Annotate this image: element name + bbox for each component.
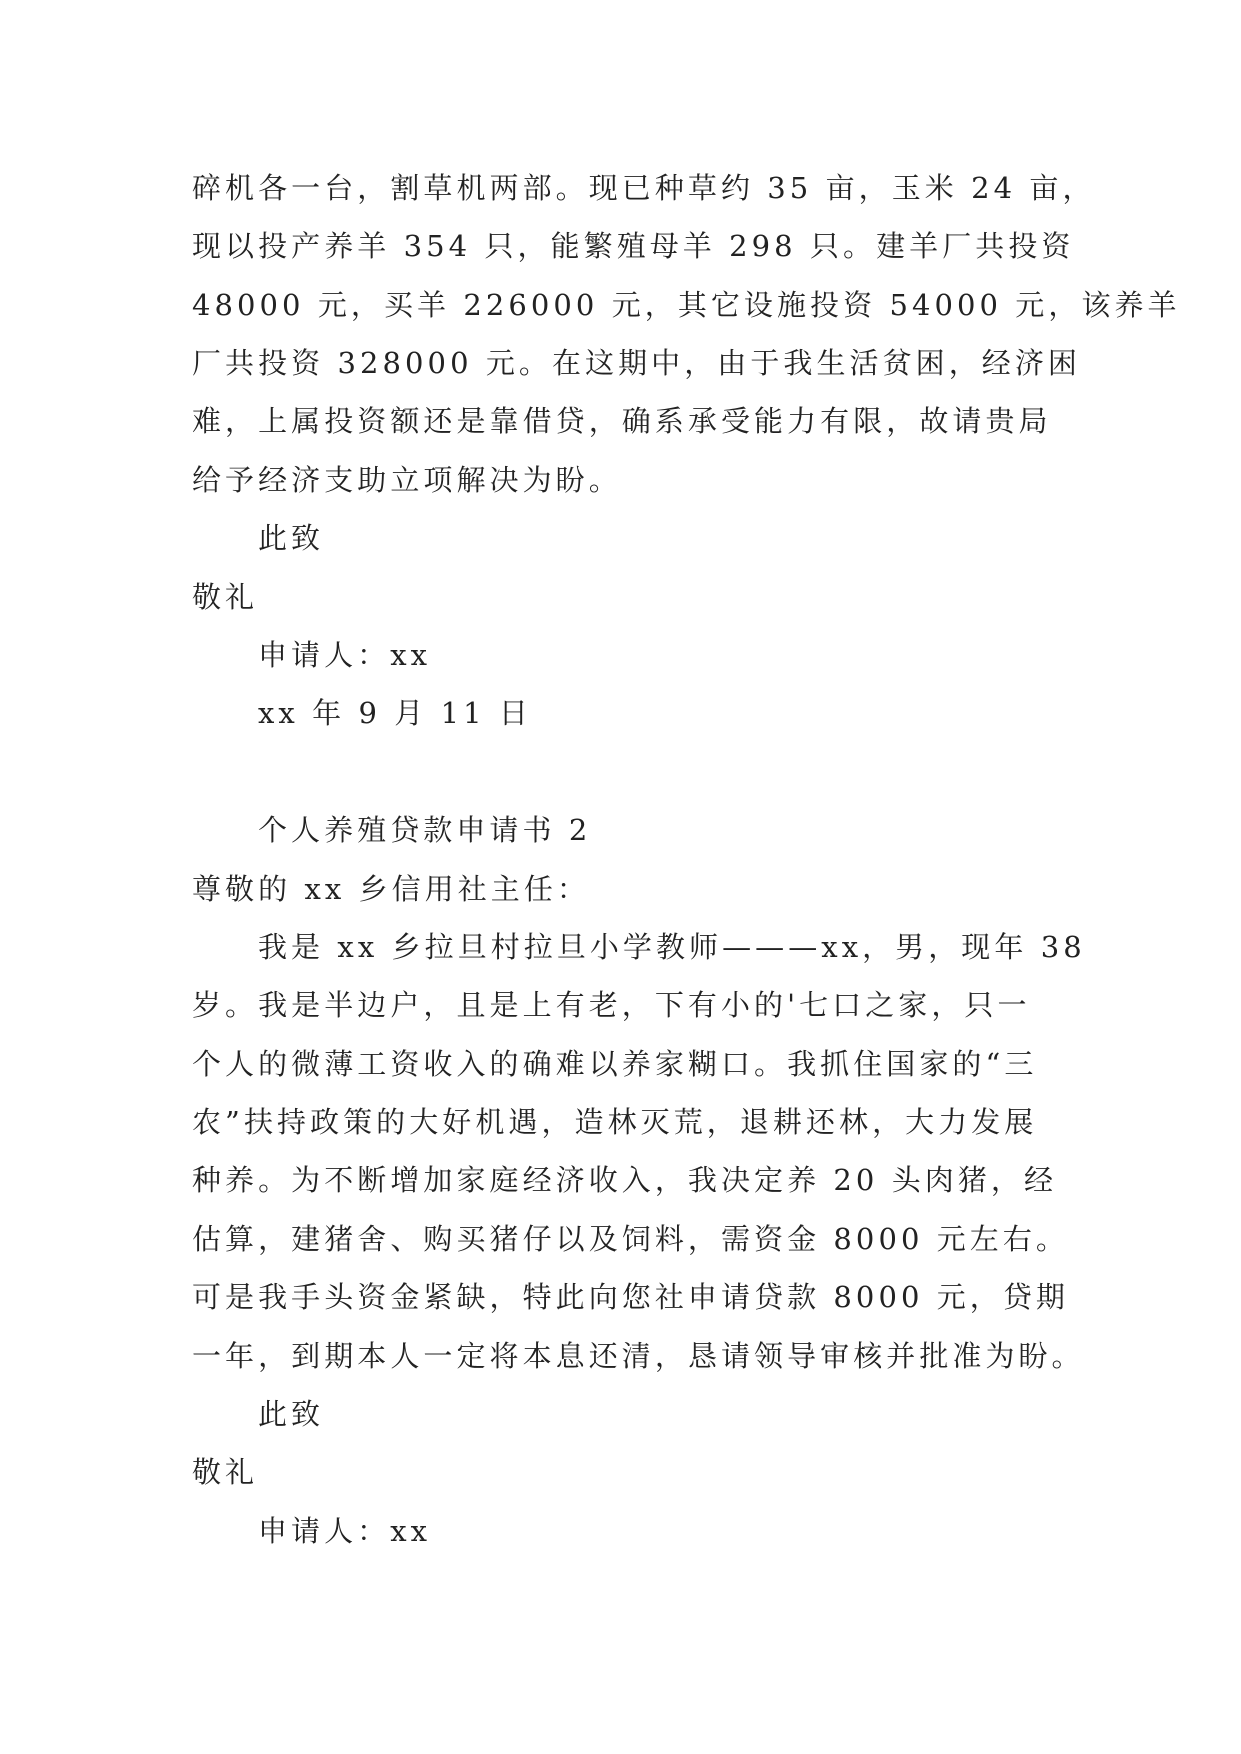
closing-salutation: 此致	[258, 521, 325, 555]
applicant-signature: 申请人：xx	[258, 638, 432, 672]
paragraph-line: 农”扶持政策的大好机遇，造林灭荒，退耕还林，大力发展	[192, 1105, 1038, 1139]
salutation: 尊敬的 xx 乡信用社主任：	[192, 872, 590, 906]
paragraph-line: 碎机各一台，割草机两部。现已种草约 35 亩，玉米 24 亩，	[192, 171, 1096, 205]
closing-regards: 敬礼	[192, 1455, 259, 1489]
closing-regards: 敬礼	[192, 580, 259, 614]
paragraph-line: 难，上属投资额还是靠借贷，确系承受能力有限，故请贵局	[192, 404, 1052, 438]
paragraph-line: 可是我手头资金紧缺，特此向您社申请贷款 8000 元，贷期	[192, 1280, 1069, 1314]
document-title: 个人养殖贷款申请书 2	[258, 813, 592, 847]
application-date: xx 年 9 月 11 日	[258, 696, 532, 730]
paragraph-line: 现以投产养羊 354 只，能繁殖母羊 298 只。建羊厂共投资	[192, 229, 1075, 263]
paragraph-line: 岁。我是半边户，且是上有老，下有小的'七口之家，只一	[192, 988, 1031, 1022]
paragraph-line: 我是 xx 乡拉旦村拉旦小学教师———xx，男，现年 38	[258, 930, 1086, 964]
paragraph-line: 种养。为不断增加家庭经济收入，我决定养 20 头肉猪，经	[192, 1163, 1058, 1197]
paragraph-line: 一年，到期本人一定将本息还清，恳请领导审核并批准为盼。	[192, 1339, 1085, 1373]
paragraph-line: 48000 元，买羊 226000 元，其它设施投资 54000 元，该养羊	[192, 288, 1181, 322]
paragraph-line: 个人的微薄工资收入的确难以养家糊口。我抓住国家的“三	[192, 1047, 1038, 1081]
closing-salutation: 此致	[258, 1397, 325, 1431]
paragraph-line: 给予经济支助立项解决为盼。	[192, 463, 622, 497]
paragraph-line: 估算，建猪舍、购买猪仔以及饲料，需资金 8000 元左右。	[192, 1222, 1069, 1256]
applicant-signature: 申请人：xx	[258, 1514, 432, 1548]
paragraph-line: 厂共投资 328000 元。在这期中，由于我生活贫困，经济困	[192, 346, 1081, 380]
